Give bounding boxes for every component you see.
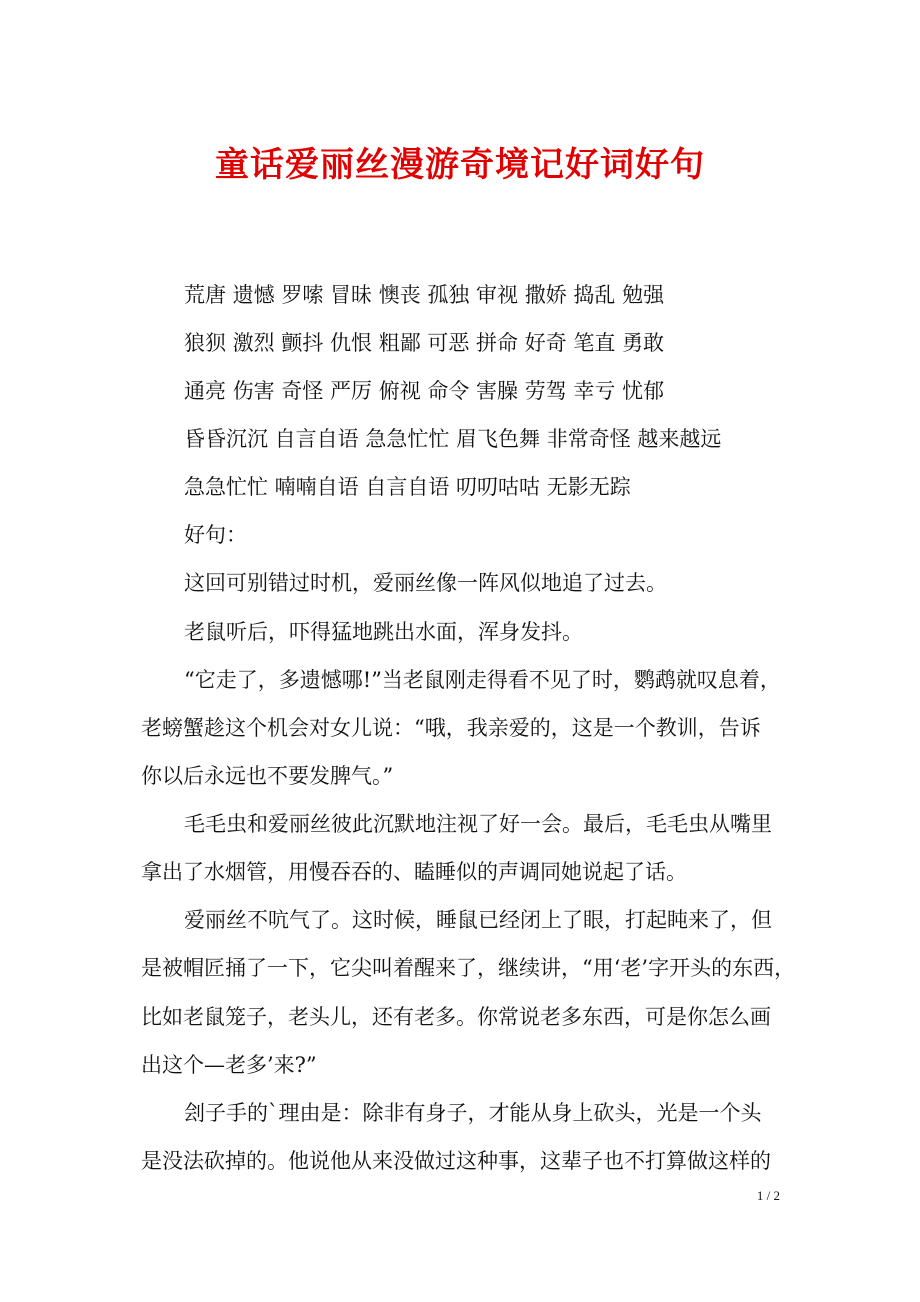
sentence-line: 老螃蟹趁这个机会对女儿说：“哦，我亲爱的，这是一个教训，告诉 [141,716,761,740]
sentence-line: 爱丽丝不吭气了。这时候，睡鼠已经闭上了眼，打起盹来了，但 [184,908,772,932]
word-line: 荒唐 遗憾 罗嗦 冒昧 懊丧 孤独 审视 撒娇 捣乱 勉强 [184,283,665,307]
word-line: 通亮 伤害 奇怪 严厉 俯视 命令 害臊 劳驾 幸亏 忧郁 [184,379,665,403]
sentence-line: 是没法砍掉的。他说他从来没做过这种事，这辈子也不打算做这样的 [141,1149,771,1173]
sentence-line: 是被帽匠捅了一下，它尖叫着醒来了，继续讲，“用‘老’字开头的东西， [141,956,796,980]
sentence-line: 出这个—老多’来?” [141,1053,317,1077]
word-line: 昏昏沉沉 自言自语 急急忙忙 眉飞色舞 非常奇怪 越来越远 [184,427,722,451]
word-line: 狼狈 激烈 颤抖 仇恨 粗鄙 可恶 拼命 好奇 笔直 勇敢 [184,331,665,355]
word-line: 急急忙忙 喃喃自语 自言自语 叨叨咕咕 无影无踪 [184,475,631,499]
sentence-line: 这回可别错过时机，爱丽丝像一阵风似地追了过去。 [184,571,667,595]
page-number: 1 / 2 [756,1188,780,1203]
sentence-line: “它走了，多遗憾哪!”当老鼠刚走得看不见了时，鹦鹉就叹息着， [184,668,781,692]
document-title: 童话爱丽丝漫游奇境记好词好句 [215,145,705,185]
sentence-line: 比如老鼠笼子，老头儿，还有老多。你常说老多东西，可是你怎么画 [141,1005,771,1029]
sentence-line: 刽子手的`理由是：除非有身子，才能从身上砍头，光是一个头 [184,1101,762,1125]
sentence-line: 毛毛虫和爱丽丝彼此沉默地注视了好一会。最后，毛毛虫从嘴里 [184,812,772,836]
sentence-line: 拿出了水烟管，用慢吞吞的、瞌睡似的声调同她说起了话。 [141,860,687,884]
sentences-heading: 好句： [184,523,247,547]
sentence-line: 你以后永远也不要发脾气。” [141,764,394,788]
sentence-line: 老鼠听后，吓得猛地跳出水面，浑身发抖。 [184,620,583,644]
